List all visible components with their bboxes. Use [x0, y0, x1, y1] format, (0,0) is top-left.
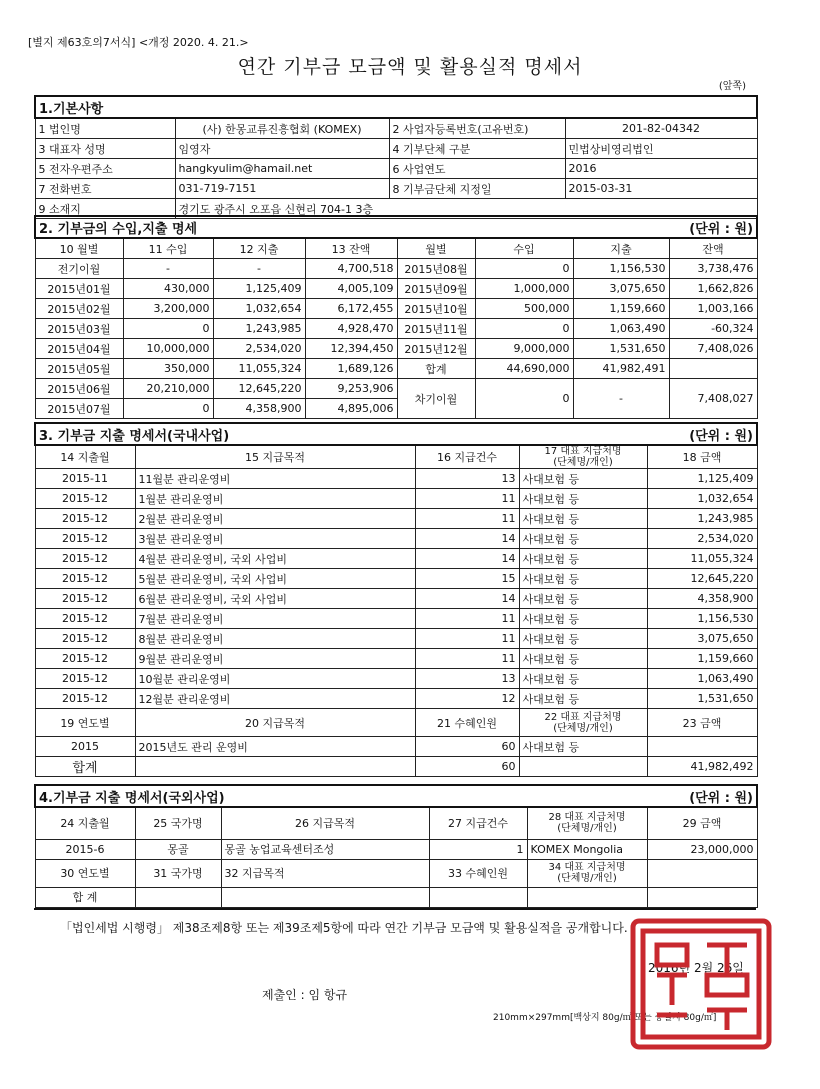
expense-purpose: 2월분 관리운영비 — [135, 509, 415, 529]
header-row: 19 연도별 20 지급목적 21 수혜인원 22 대표 지급처명 (단체명/개인) 23 금액 — [35, 709, 757, 737]
unit-label: (단위 : 원) — [689, 790, 753, 806]
amount: 1,125,409 — [647, 469, 757, 489]
payment-count: 11 — [415, 649, 519, 669]
official-seal-stamp — [627, 915, 775, 1053]
table-row — [35, 489, 757, 509]
expense-month: 2015-12 — [35, 569, 135, 589]
front-side-note: (앞쪽) — [718, 81, 746, 92]
expense-month: 2015-12 — [35, 509, 135, 529]
table-row — [35, 569, 757, 589]
amount: 1,243,985 — [647, 509, 757, 529]
section-1-title: 1.기본사항 — [35, 96, 757, 118]
expense-month: 2015-12 — [35, 529, 135, 549]
table-row: 2015년01월 430,000 1,125,409 4,005,109 2015년09월 1,000,000 3,075,650 1,662,826 — [35, 279, 757, 299]
submitter: 제출인 : 임 항규 — [262, 988, 348, 1002]
amount: 1,063,490 — [647, 669, 757, 689]
table-row — [35, 689, 757, 709]
table-row: 2015년06월 20,210,000 12,645,220 9,253,906 차기이월 0 - 7,408,027 — [35, 379, 757, 399]
expense-purpose: 8월분 관리운영비 — [135, 629, 415, 649]
expense-purpose: 7월분 관리운영비 — [135, 609, 415, 629]
amount: 12,645,220 — [647, 569, 757, 589]
info-row: 5 전자우편주소 hangkyulim@hamail.net 6 사업연도 2016 — [35, 159, 757, 179]
table-row: 2015년03월 0 1,243,985 4,928,470 2015년11월 0 1,063,490 -60,324 — [35, 319, 757, 339]
paper-spec: 210mm×297mm[백상지 80g/㎡ 또는 중질지 80g/㎡] — [493, 1013, 717, 1023]
table-row — [35, 469, 757, 489]
payment-count: 13 — [415, 669, 519, 689]
payment-count: 14 — [415, 589, 519, 609]
payee: 사대보험 등 — [519, 529, 647, 549]
header-row: 14 지출월 15 지급목적 16 지급건수 17 대표 지급처명 (단체명/개인) 18 금액 — [35, 445, 757, 469]
table-row — [35, 509, 757, 529]
expense-month: 2015-12 — [35, 549, 135, 569]
table-row: 2015년02월 3,200,000 1,032,654 6,172,455 2015년10월 500,000 1,159,660 1,003,166 — [35, 299, 757, 319]
payment-count: 11 — [415, 509, 519, 529]
expense-purpose: 12월분 관리운영비 — [135, 689, 415, 709]
payment-count: 15 — [415, 569, 519, 589]
basic-info-table — [34, 95, 758, 219]
expense-month: 2015-12 — [35, 609, 135, 629]
expense-purpose: 9월분 관리운영비 — [135, 649, 415, 669]
table-row: 2015년07월 0 4,358,900 4,895,006 — [35, 399, 757, 419]
payee: 사대보험 등 — [519, 509, 647, 529]
info-row: 7 전화번호 031-719-7151 8 기부금단체 지정일 2015-03-31 — [35, 179, 757, 199]
form-label: [별지 제63호의7서식] <개정 2020. 4. 21.> — [28, 36, 249, 49]
payee: 사대보험 등 — [519, 629, 647, 649]
payee: 사대보험 등 — [519, 649, 647, 669]
table-row — [35, 549, 757, 569]
amount: 1,531,650 — [647, 689, 757, 709]
payment-count: 11 — [415, 489, 519, 509]
table-row: 전기이월 - - 4,700,518 2015년08월 0 1,156,530 3,738,476 — [35, 259, 757, 279]
section-2-title: 2. 기부금의 수입,지출 명세 — [39, 221, 198, 237]
expense-purpose: 6월분 관리운영비, 국외 사업비 — [135, 589, 415, 609]
expense-purpose: 4월분 관리운영비, 국외 사업비 — [135, 549, 415, 569]
payment-count: 13 — [415, 469, 519, 489]
amount: 1,156,530 — [647, 609, 757, 629]
expense-month: 2015-12 — [35, 689, 135, 709]
table-row — [35, 649, 757, 669]
total-row: 합 계 — [35, 887, 757, 907]
expense-purpose: 10월분 관리운영비 — [135, 669, 415, 689]
expense-month: 2015-11 — [35, 469, 135, 489]
income-expense-table — [34, 215, 758, 419]
payment-count: 14 — [415, 529, 519, 549]
expense-month: 2015-12 — [35, 649, 135, 669]
amount: 4,358,900 — [647, 589, 757, 609]
total-row: 합계 60 41,982,492 — [35, 757, 757, 777]
overseas-expense-table — [34, 784, 758, 908]
expense-purpose: 3월분 관리운영비 — [135, 529, 415, 549]
payee: 사대보험 등 — [519, 589, 647, 609]
payee: 사대보험 등 — [519, 609, 647, 629]
payment-count: 11 — [415, 609, 519, 629]
section-4-title: 4.기부금 지출 명세서(국외사업) — [39, 790, 225, 806]
address-row: 9 소재지 경기도 광주시 오포읍 신현리 704-1 3층 — [35, 199, 757, 219]
table-row: 2015년05월 350,000 11,055,324 1,689,126 합계 44,690,000 41,982,491 — [35, 359, 757, 379]
header-row: 30 연도별 31 국가명 32 지급목적 33 수혜인원 34 대표 지급처명 (단체명/개인) — [35, 859, 757, 887]
table-row — [35, 669, 757, 689]
payee: 사대보험 등 — [519, 489, 647, 509]
table-row — [35, 629, 757, 649]
table-row — [35, 589, 757, 609]
domestic-expense-table — [34, 422, 758, 777]
payment-count: 12 — [415, 689, 519, 709]
payee: 사대보험 등 — [519, 689, 647, 709]
header-row: 24 지출월 25 국가명 26 지급목적 27 지급건수 28 대표 지급처명 (단체명/개인) 29 금액 — [35, 807, 757, 839]
payment-count: 11 — [415, 629, 519, 649]
payee: 사대보험 등 — [519, 569, 647, 589]
unit-label: (단위 : 원) — [689, 428, 753, 444]
amount: 3,075,650 — [647, 629, 757, 649]
amount: 11,055,324 — [647, 549, 757, 569]
expense-purpose: 11월분 관리운영비 — [135, 469, 415, 489]
info-row: 1 법인명 (사) 한몽교류진흥협회 (KOMEX) 2 사업자등록번호(고유번호) 201-82-04342 — [35, 118, 757, 139]
expense-purpose: 1월분 관리운영비 — [135, 489, 415, 509]
payee: 사대보험 등 — [519, 469, 647, 489]
expense-month: 2015-12 — [35, 629, 135, 649]
payee: 사대보험 등 — [519, 669, 647, 689]
table-row: 2015년04월 10,000,000 2,534,020 12,394,450 2015년12월 9,000,000 1,531,650 7,408,026 — [35, 339, 757, 359]
expense-month: 2015-12 — [35, 669, 135, 689]
disclosure-statement: 「법인세법 시행령」 제38조제8항 또는 제39조제5항에 따라 연간 기부금 모금액 및 활용실적을 공개합니다. — [60, 921, 628, 935]
payment-count: 14 — [415, 549, 519, 569]
expense-month: 2015-12 — [35, 589, 135, 609]
page-title: 연간 기부금 모금액 및 활용실적 명세서 — [237, 56, 583, 78]
amount: 1,159,660 — [647, 649, 757, 669]
payee: 사대보험 등 — [519, 549, 647, 569]
section-3-title: 3. 기부금 지출 명세서(국내사업) — [39, 428, 230, 444]
amount: 1,032,654 — [647, 489, 757, 509]
table-row — [35, 609, 757, 629]
header-row: 10 월별 11 수입 12 지출 13 잔액 월별 수입 지출 잔액 — [35, 238, 757, 259]
info-row: 3 대표자 성명 임영자 4 기부단체 구분 민법상비영리법인 — [35, 139, 757, 159]
table-row: 2015-6 몽골 몽골 농업교육센터조성 1 KOMEX Mongolia 23,000,000 — [35, 839, 757, 859]
submission-date: 2016년 2월 26일 — [648, 961, 744, 975]
unit-label: (단위 : 원) — [689, 221, 754, 237]
table-row — [35, 529, 757, 549]
amount: 2,534,020 — [647, 529, 757, 549]
expense-purpose: 5월분 관리운영비, 국외 사업비 — [135, 569, 415, 589]
table-row: 2015 2015년도 관리 운영비 60 사대보험 등 — [35, 737, 757, 757]
expense-month: 2015-12 — [35, 489, 135, 509]
